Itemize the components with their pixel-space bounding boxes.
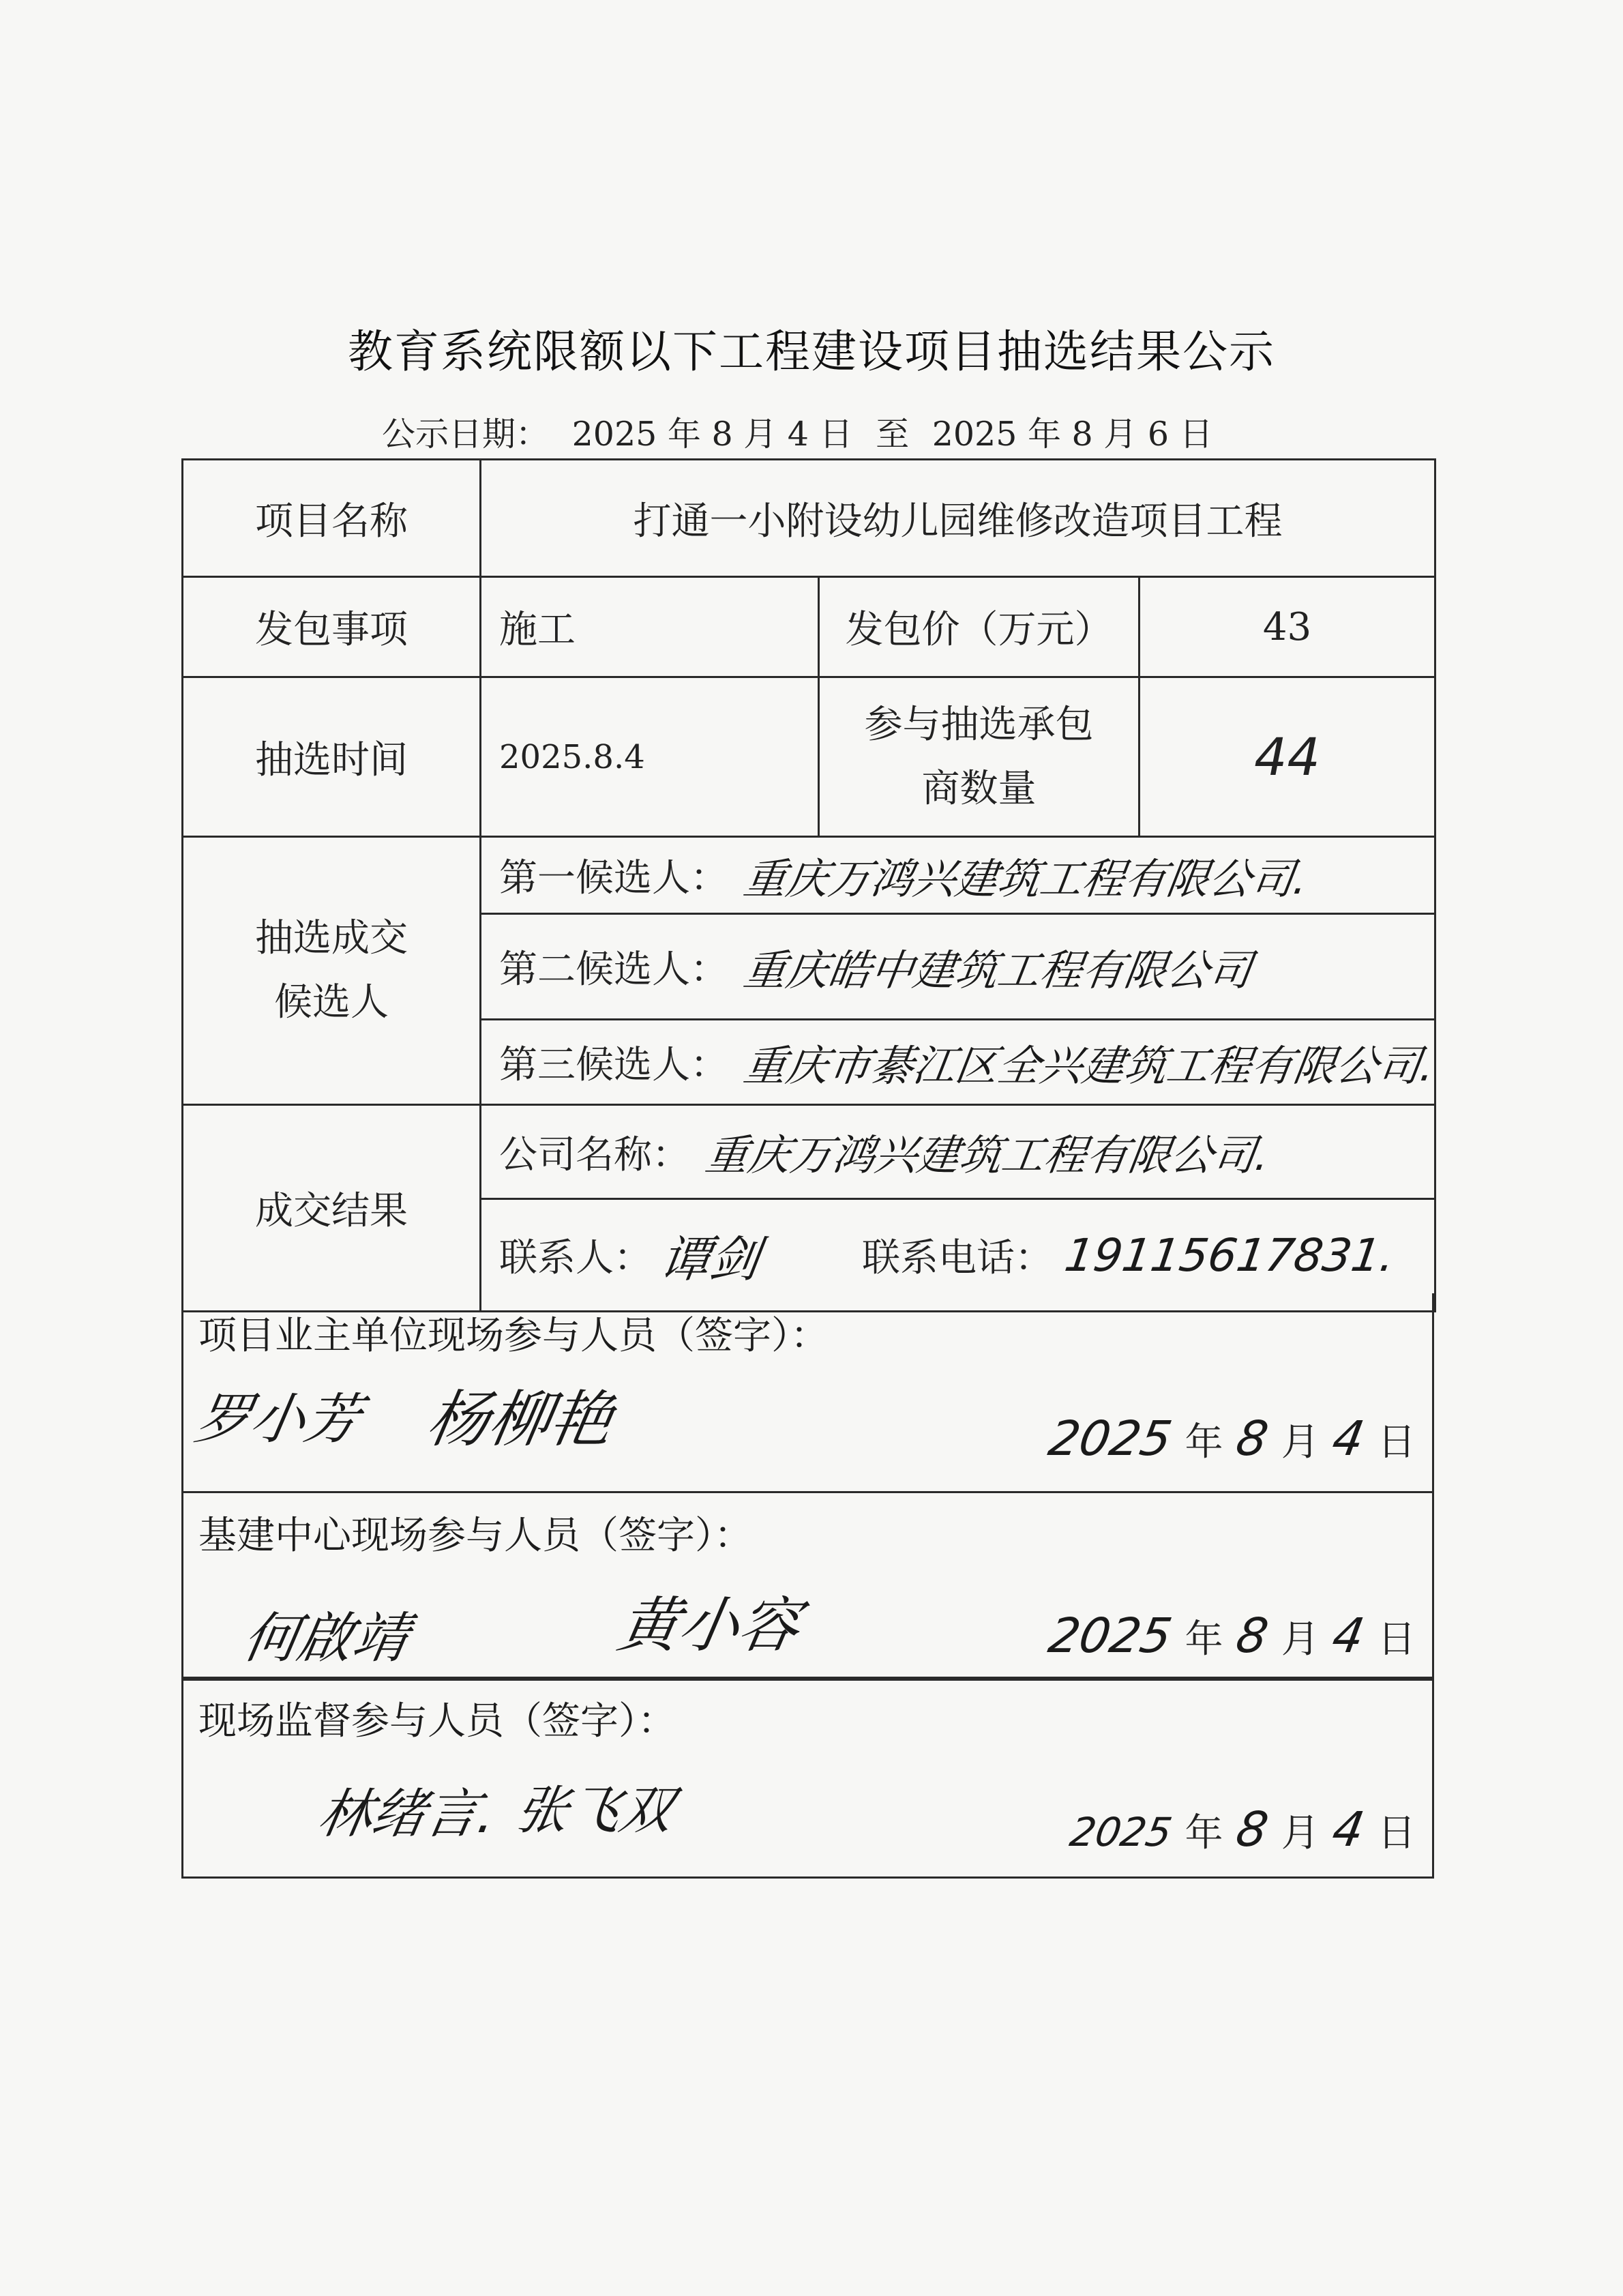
candidate-name: 重庆市綦江区全兴建筑工程有限公司. xyxy=(741,1040,1438,1091)
date-day: 4 xyxy=(1328,1801,1369,1857)
date-month: 8 xyxy=(1232,1608,1272,1664)
day-unit: 日 xyxy=(1378,1420,1416,1465)
date-day: 4 xyxy=(1328,1608,1369,1664)
candidate-name: 重庆万鸿兴建筑工程有限公司. xyxy=(741,853,1311,904)
infrastructure-signoff-label: 基建中心现场参与人员（签字）： xyxy=(198,1514,752,1558)
bidder-count-label xyxy=(819,677,1140,837)
notice-period-start: 2025 年 8 月 4 日 xyxy=(571,415,853,454)
date-day: 4 xyxy=(1328,1411,1369,1467)
result-company-row xyxy=(481,1105,1435,1199)
signature: 黄小容 xyxy=(612,1590,805,1660)
draw-time-label: 抽选时间 xyxy=(183,677,481,837)
candidate-label: 第一候选人： xyxy=(499,856,728,900)
candidates-label-line2: 候选人 xyxy=(274,980,389,1025)
candidate-label: 第二候选人： xyxy=(499,947,728,992)
candidate-label: 第三候选人： xyxy=(499,1043,728,1087)
owner-signoff-date xyxy=(1044,1411,1416,1467)
supervision-signoff-label: 现场监督参与人员（签字）： xyxy=(198,1699,676,1743)
signature: 何啟靖 xyxy=(238,1606,413,1670)
candidates-label-line1: 抽选成交 xyxy=(255,916,408,960)
company-label: 公司名称： xyxy=(499,1132,690,1177)
project-name: 打通一小附设幼儿园维修改造项目工程 xyxy=(481,460,1435,577)
project-name-label: 项目名称 xyxy=(183,460,481,577)
contract-item-label: 发包事项 xyxy=(183,577,481,677)
infrastructure-signoff xyxy=(181,1491,1434,1681)
infrastructure-signoff-date xyxy=(1044,1608,1416,1664)
result-table xyxy=(181,458,1436,1312)
candidate-row xyxy=(481,914,1435,1020)
notice-period-to: 至 xyxy=(876,415,910,454)
company-name: 重庆万鸿兴建筑工程有限公司. xyxy=(702,1130,1273,1180)
signature: 罗小芳 xyxy=(190,1387,366,1451)
draw-time: 2025.8.4 xyxy=(481,677,819,837)
supervision-signoff-date xyxy=(1066,1801,1416,1857)
owner-signoff xyxy=(181,1293,1434,1493)
contract-price: 43 xyxy=(1140,577,1435,677)
notice-period xyxy=(382,408,1225,456)
candidate-name: 重庆皓中建筑工程有限公司 xyxy=(741,945,1255,995)
bidder-count: 44 xyxy=(1140,677,1435,837)
result-label: 成交结果 xyxy=(183,1105,481,1312)
contract-price-label: 发包价（万元） xyxy=(819,577,1140,677)
date-month: 8 xyxy=(1232,1801,1272,1857)
notice-period-end: 2025 年 8 月 6 日 xyxy=(932,415,1213,454)
month-unit: 月 xyxy=(1281,1811,1320,1855)
date-month: 8 xyxy=(1232,1411,1272,1467)
owner-signoff-label: 项目业主单位现场参与人员（签字）： xyxy=(198,1314,829,1358)
page-title: 教育系统限额以下工程建设项目抽选结果公示 xyxy=(348,325,1275,378)
year-unit: 年 xyxy=(1185,1617,1223,1662)
phone-number: 19115617831. xyxy=(1061,1228,1399,1282)
bidder-count-label-line1: 参与抽选承包 xyxy=(864,702,1094,747)
contract-item: 施工 xyxy=(481,577,819,677)
signature: 林绪言. xyxy=(313,1784,501,1845)
supervision-signoff xyxy=(181,1677,1434,1879)
month-unit: 月 xyxy=(1281,1617,1320,1662)
notice-period-label: 公示日期： xyxy=(382,415,550,454)
bidder-count-label-line2: 商数量 xyxy=(921,766,1037,811)
date-year: 2025 xyxy=(1044,1411,1176,1467)
candidates-label xyxy=(183,837,481,1105)
date-year: 2025 xyxy=(1066,1809,1176,1855)
candidate-row xyxy=(481,1020,1438,1105)
date-year: 2025 xyxy=(1044,1608,1176,1664)
year-unit: 年 xyxy=(1185,1420,1223,1465)
signature: 张飞双 xyxy=(511,1780,678,1840)
day-unit: 日 xyxy=(1378,1811,1416,1855)
signature: 杨柳艳 xyxy=(421,1384,619,1456)
phone-label: 联系电话： xyxy=(862,1236,1054,1280)
contact-name: 谭剑 xyxy=(657,1231,764,1288)
contact-label: 联系人： xyxy=(499,1236,652,1280)
month-unit: 月 xyxy=(1281,1420,1320,1465)
candidate-row xyxy=(481,837,1435,914)
day-unit: 日 xyxy=(1378,1617,1416,1662)
year-unit: 年 xyxy=(1185,1811,1223,1855)
